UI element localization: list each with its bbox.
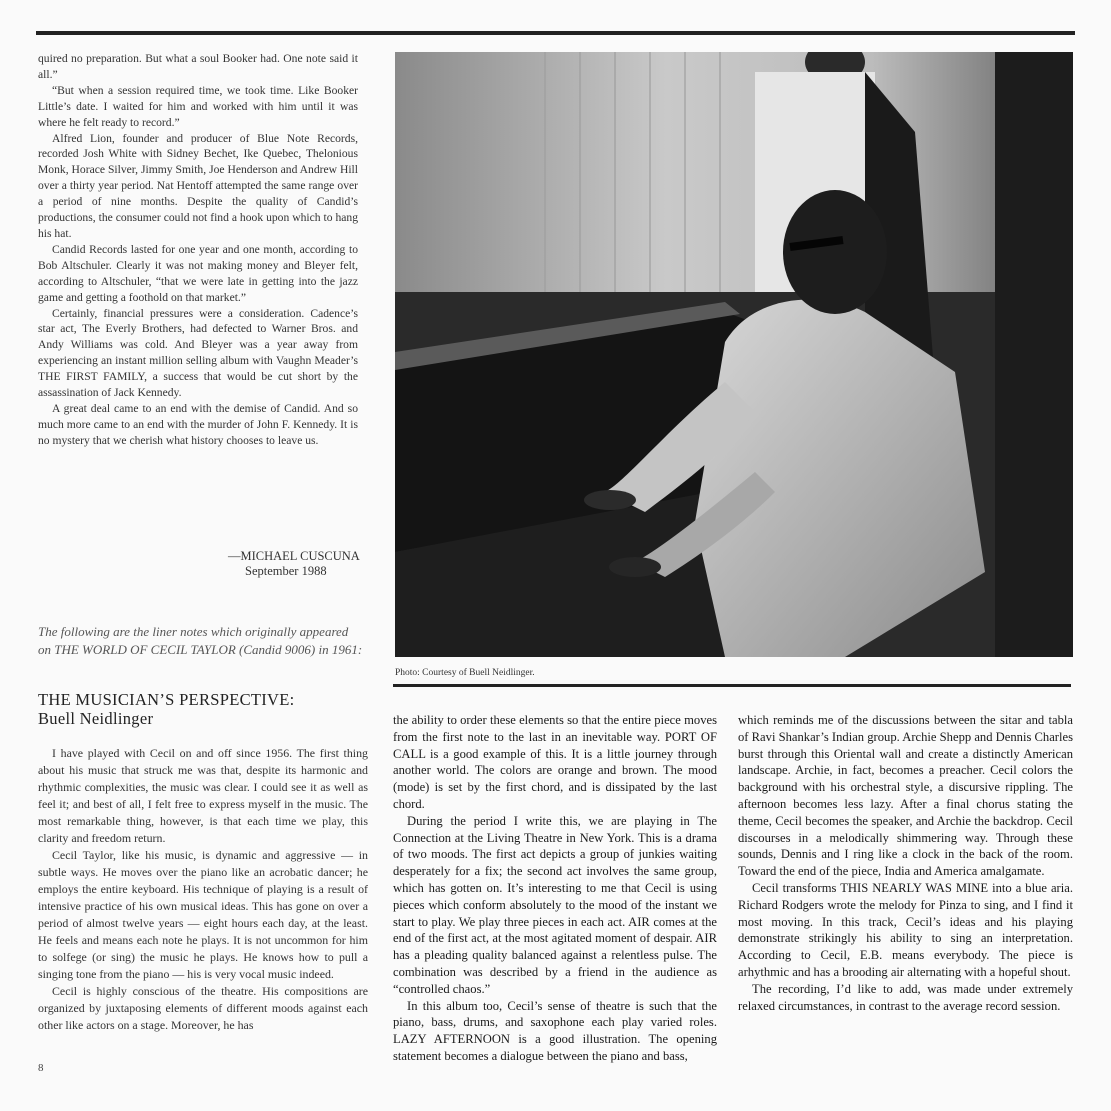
photo-pianist xyxy=(395,52,1073,657)
liner-notes-intro: The following are the liner notes which originally appeared on THE WORLD OF CECIL TAYLOR (Candid 9006) in 1961: xyxy=(38,624,363,657)
photo-caption: Photo: Courtesy of Buell Neidlinger. xyxy=(395,668,535,678)
paragraph: A great deal came to an end with the demise of Candid. And so much more came to an end with the murder of John F. Kennedy. It is no mystery that we cherish what history chooses to leave us. xyxy=(38,401,358,447)
paragraph: “But when a session required time, we took time. Like Booker Little’s date. I waited for him and worked with him until it was where he felt ready to record.” xyxy=(38,83,358,129)
paragraph: The recording, I’d like to add, was made under extremely relaxed circumstances, in contrast to the average record session. xyxy=(738,981,1073,1013)
mid-rule xyxy=(393,684,1071,687)
paragraph: Cecil is highly conscious of the theatre. His compositions are organized by juxtaposing elements of different moods against each other like actors on a stage. Moreover, he has xyxy=(38,984,368,1032)
paragraph: Alfred Lion, founder and producer of Blue Note Records, recorded Josh White with Sidney Bechet, Ike Quebec, Thelonious Monk, Horace Silver, Jimmy Smith, Joe Henderson and Andrew Hill over a thirty year period. Nat Hentoff attempted the same range over a period of nine months. Despite the quality of Candid’s productions, the consumer could not find a hook upon which to hang his hat. xyxy=(38,131,358,240)
paragraph: Certainly, financial pressures were a consideration. Cadence’s star act, The Everly Brothers, had defected to Warner Bros. and Andy Williams was cold. And Bleyer was a year away from experiencing an instant million selling album with Vaughn Meader’s THE FIRST FAMILY, a success that would be cut short by the assassination of Jack Kennedy. xyxy=(38,306,358,400)
paragraph: the ability to order these elements so that the entire piece moves from the first note to the last in an inevitable way. PORT OF CALL is a good example of this. It is a little journey through another world. The colors are orange and brown. The mood (mode) is set by the first chord, and is dissipated by the last chord. xyxy=(393,713,717,811)
signature-block xyxy=(228,549,368,579)
article-column-4 xyxy=(738,712,1073,1014)
article-column-2 xyxy=(38,745,368,1034)
section-title: THE MUSICIAN’S PERSPECTIVE: xyxy=(38,690,295,709)
signature-date: September 1988 xyxy=(245,564,327,578)
section-heading xyxy=(38,690,368,728)
paragraph: Candid Records lasted for one year and one month, according to Bob Altschuler. Clearly it was not making money and Bleyer felt, according to Altschuler, “that we were late in getting into the jazz game and getting a foothold on that market.” xyxy=(38,242,358,304)
paragraph: which reminds me of the discussions between the sitar and tabla of Ravi Shankar’s Indian group. Archie Shepp and Dennis Charles burst through this Oriental wall and create a distinctly American landscape. Archie, in fact, becomes a preacher. Cecil colors the background with his orchestral style, a discursive rippling. The afternoon becomes less lazy. After a final chorus stating the theme, Cecil becomes the speaker, and Archie the backdrop. Cecil discourses in a melodically shimmering way. Through these sounds, Dennis and I ring like a clock in the back of the room. Toward the end of the piece, India and America amalgamate. xyxy=(738,713,1073,879)
paragraph: I have played with Cecil on and off since 1956. The first thing about his music that struck me was that, despite its harmonic and rhythmic complexities, the music was clear. I could see it as well as feel it; and best of all, I felt free to express myself in the music. The most remarkable thing, however, is that each time we play, this clarity and freedom return. xyxy=(38,746,368,845)
paragraph: During the period I write this, we are playing in The Connection at the Living Theatre in New York. This is a drama of two moods. The first act depicts a group of junkies waiting desperately for a fix; the second act involves the same group, which has gotten on. It’s interesting to me that Cecil is using pieces which conform absolutely to the mood of the instant we start to play. We play three pieces in each act. AIR comes at the end of the first act, at the most agitated moment of despair. AIR has a pleading quality balanced against a relentless pulse. The combination was described by a friend in the audience as “controlled chaos.” xyxy=(393,813,717,996)
paragraph: quired no preparation. But what a soul Booker had. One note said it all.” xyxy=(38,52,358,81)
paragraph: In this album too, Cecil’s sense of theatre is such that the piano, bass, drums, and saxophone each play varied roles. LAZY AFTERNOON is a good illustration. The opening statement becomes a dialogue between the piano and bass, xyxy=(393,998,717,1063)
top-rule xyxy=(36,31,1075,35)
section-author: Buell Neidlinger xyxy=(38,709,154,728)
paragraph: Cecil Taylor, like his music, is dynamic and aggressive — in subtle ways. He moves over the piano like an acrobatic dancer; he employs the entire keyboard. His technique of playing is a result of intensive practice of his own musical ideas. This has gone on over a period of almost twelve years — eight hours each day, at the least. He feels and means each note he plays. It is not uncommon for him to solfege (or sing) the music he plays. He knows how to pull a singing tone from the piano — his is very vocal music indeed. xyxy=(38,848,368,981)
author-signature: —MICHAEL CUSCUNA xyxy=(228,549,360,563)
paragraph: Cecil transforms THIS NEARLY WAS MINE into a blue aria. Richard Rodgers wrote the melody for Pinza to sing, and I find it most moving. In this track, Cecil’s ideas and his playing demonstrate strikingly his ability to sing an interpretation. According to Cecil, E.B. means everybody. The piece is arhythmic and has a brooding air alternating with a hopeful shout. xyxy=(738,880,1073,979)
article-column-1 xyxy=(38,51,358,449)
page-number: 8 xyxy=(38,1062,44,1074)
photo-illustration xyxy=(395,52,1073,657)
article-column-3 xyxy=(393,712,717,1065)
